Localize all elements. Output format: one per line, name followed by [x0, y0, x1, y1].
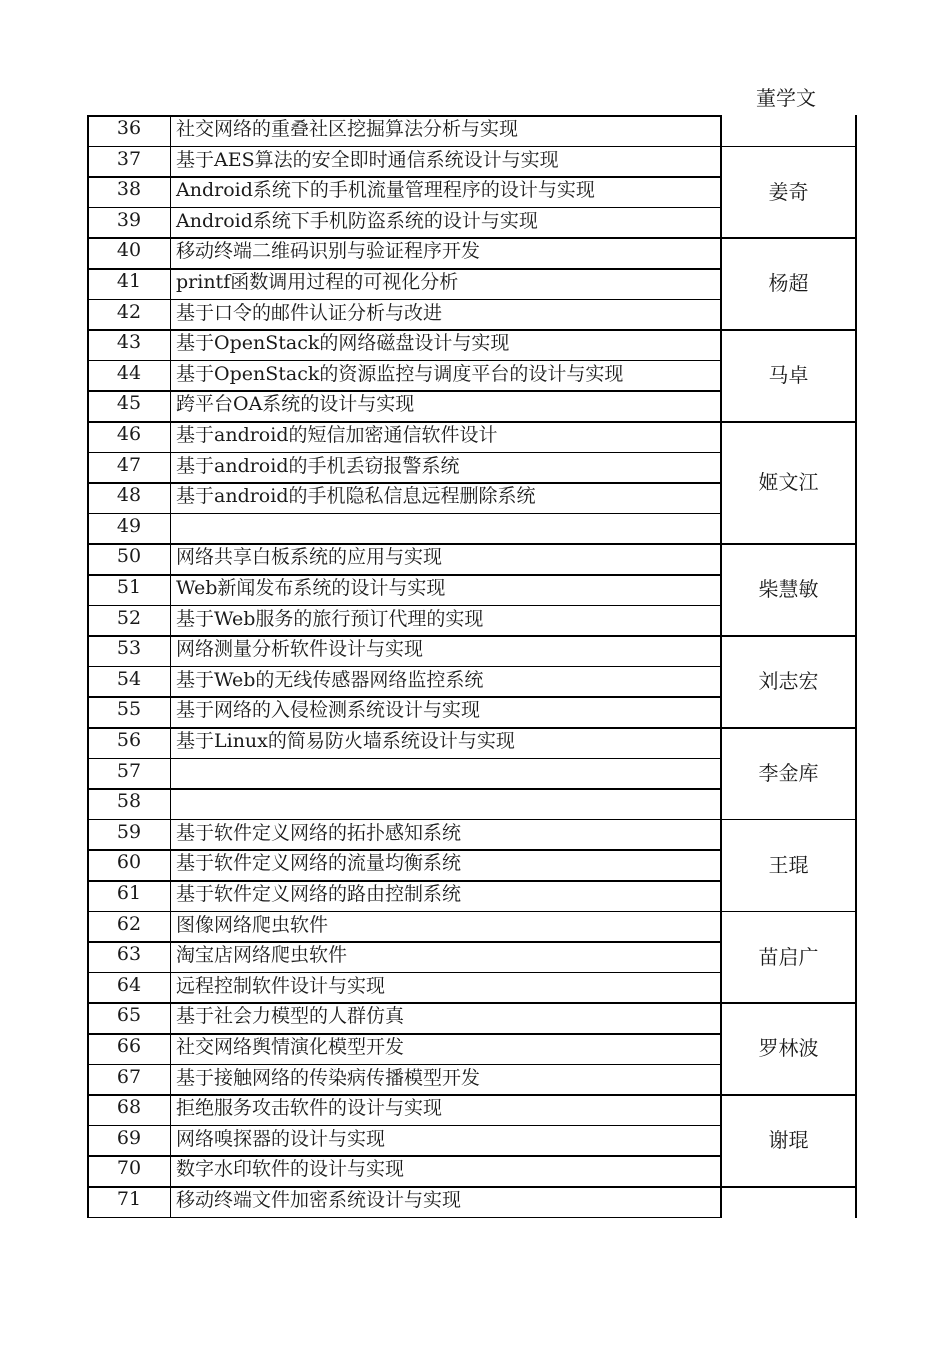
- group-rule: [721, 819, 856, 821]
- topic-number: 42: [116, 300, 142, 323]
- group-rule: [721, 146, 856, 148]
- topic-title: Android系统下的手机流量管理程序的设计与实现: [176, 179, 595, 202]
- row-rule: [87, 758, 721, 760]
- row-rule: [87, 390, 721, 392]
- row-rule: [87, 911, 721, 913]
- topic-number: 51: [116, 576, 142, 598]
- topic-title: 远程控制软件设计与实现: [176, 974, 386, 997]
- topic-number: 55: [116, 698, 142, 721]
- supervisor-name-top: 董学文: [756, 86, 816, 110]
- topic-number: 58: [116, 790, 142, 813]
- supervisor-name: 王琨: [768, 852, 809, 877]
- topic-number: 71: [116, 1188, 142, 1210]
- row-rule: [87, 1155, 721, 1157]
- topic-title: 基于Linux的简易防火墙系统设计与实现: [176, 730, 515, 752]
- column-rule: [170, 115, 171, 1218]
- row-rule: [87, 1033, 721, 1035]
- topic-title: 基于网络的入侵检测系统设计与实现: [176, 699, 481, 722]
- row-rule: [87, 696, 721, 698]
- topic-number: 65: [116, 1004, 142, 1027]
- topic-title: 数字水印软件的设计与实现: [176, 1158, 405, 1181]
- topic-number: 62: [116, 912, 142, 935]
- topic-title: 社交网络的重叠社区挖掘算法分析与实现: [176, 118, 519, 140]
- topic-title: 网络嗅探器的设计与实现: [176, 1127, 386, 1150]
- topic-number: 49: [116, 514, 142, 537]
- row-rule: [87, 513, 721, 515]
- group-rule: [721, 237, 856, 239]
- topic-title: 图像网络爬虫软件: [176, 913, 329, 936]
- row-rule: [87, 329, 721, 331]
- topic-title: 淘宝店网络爬虫软件: [176, 944, 348, 967]
- row-rule: [87, 819, 721, 821]
- group-rule: [721, 1186, 856, 1188]
- row-rule: [87, 1064, 721, 1066]
- group-rule: [721, 911, 856, 913]
- topic-number: 38: [116, 178, 142, 201]
- topic-title: 社交网络舆情演化模型开发: [176, 1036, 405, 1058]
- group-rule: [721, 421, 856, 423]
- topic-number: 48: [116, 484, 142, 507]
- row-rule: [87, 1002, 721, 1004]
- topic-number: 59: [116, 820, 142, 843]
- group-rule: [721, 329, 856, 331]
- supervisor-name: 柴慧敏: [758, 577, 819, 602]
- topic-number: 45: [116, 392, 142, 415]
- group-rule: [721, 727, 856, 729]
- topic-title: 基于软件定义网络的路由控制系统: [176, 883, 462, 905]
- topic-number: 50: [116, 545, 142, 568]
- topic-title: Android系统下手机防盗系统的设计与实现: [176, 209, 538, 232]
- topic-title: 基于社会力模型的人群仿真: [176, 1005, 405, 1028]
- row-rule: [87, 482, 721, 484]
- row-rule: [87, 237, 721, 239]
- topic-number: 64: [116, 973, 142, 996]
- row-rule: [87, 880, 721, 882]
- topic-title: 拒绝服务攻击软件的设计与实现: [176, 1097, 443, 1120]
- row-rule: [87, 727, 721, 729]
- row-rule: [87, 574, 721, 576]
- topic-number: 60: [116, 851, 142, 874]
- group-rule: [721, 1002, 856, 1004]
- row-rule: [87, 115, 721, 117]
- topic-number: 66: [116, 1035, 142, 1057]
- row-rule: [87, 666, 721, 668]
- row-rule: [87, 146, 721, 148]
- row-rule: [87, 635, 721, 637]
- row-rule: [87, 268, 721, 270]
- topic-number: 68: [116, 1096, 142, 1119]
- row-rule: [87, 299, 721, 301]
- topic-number: 44: [116, 361, 142, 384]
- topic-title: 基于接触网络的传染病传播模型开发: [176, 1066, 481, 1089]
- topic-number: 41: [116, 270, 142, 292]
- supervisor-name: 刘志宏: [758, 669, 819, 694]
- group-rule: [721, 635, 856, 637]
- topic-title: 基于OpenStack的资源监控与调度平台的设计与实现: [176, 362, 624, 385]
- supervisor-name: 姜奇: [768, 179, 809, 204]
- topic-number: 67: [116, 1065, 142, 1088]
- topic-number: 70: [116, 1157, 142, 1180]
- row-rule: [87, 941, 721, 943]
- row-rule: [87, 421, 721, 423]
- supervisor-name: 罗林波: [758, 1036, 819, 1061]
- topic-number: 57: [116, 759, 142, 782]
- supervisor-name: 苗启广: [758, 944, 819, 969]
- topic-number: 52: [116, 606, 142, 629]
- row-rule: [87, 176, 721, 178]
- supervisor-name: 李金库: [758, 760, 819, 785]
- topic-title: 基于android的手机丢窃报警系统: [176, 454, 460, 477]
- topic-number: 36: [116, 117, 142, 139]
- topic-title: 基于Web的无线传感器网络监控系统: [176, 668, 484, 691]
- topic-title: printf函数调用过程的可视化分析: [176, 271, 459, 293]
- topic-title: 基于OpenStack的网络磁盘设计与实现: [176, 332, 510, 355]
- row-rule: [87, 1125, 721, 1127]
- topic-title: 网络共享白板系统的应用与实现: [176, 546, 443, 569]
- topic-title: 基于android的手机隐私信息远程删除系统: [176, 485, 536, 508]
- row-rule: [87, 1094, 721, 1096]
- group-rule: [721, 543, 856, 545]
- row-rule: [87, 360, 721, 362]
- topic-number: 40: [116, 239, 142, 262]
- topic-number: 69: [116, 1126, 142, 1149]
- topic-number: 53: [116, 637, 142, 660]
- row-rule: [87, 1186, 721, 1188]
- topic-number: 37: [116, 147, 142, 170]
- supervisor-name: 马卓: [768, 363, 809, 388]
- topic-number: 46: [116, 423, 142, 445]
- group-rule: [721, 1094, 856, 1096]
- topic-title: 基于口令的邮件认证分析与改进: [176, 301, 443, 324]
- column-rule: [87, 115, 89, 1218]
- topic-title: 基于AES算法的安全即时通信系统设计与实现: [176, 148, 559, 171]
- topic-number: 54: [116, 667, 142, 690]
- topic-title: 移动终端二维码识别与验证程序开发: [176, 240, 481, 263]
- topic-title: 基于android的短信加密通信软件设计: [176, 424, 498, 446]
- row-rule: [87, 207, 721, 209]
- supervisor-name: 杨超: [768, 271, 809, 296]
- topic-number: 61: [116, 882, 142, 904]
- topic-title: 移动终端文件加密系统设计与实现: [176, 1189, 462, 1211]
- row-rule: [87, 605, 721, 607]
- topic-title: 基于Web服务的旅行预订代理的实现: [176, 607, 484, 630]
- row-rule: [87, 849, 721, 851]
- topic-title: 跨平台OA系统的设计与实现: [176, 393, 415, 416]
- supervisor-name: 谢琨: [768, 1128, 809, 1153]
- row-rule: [87, 788, 721, 790]
- topic-title: 基于软件定义网络的流量均衡系统: [176, 852, 462, 875]
- row-rule: [87, 452, 721, 454]
- topic-title: Web新闻发布系统的设计与实现: [176, 577, 446, 599]
- topic-number: 56: [116, 729, 142, 751]
- topic-number: 63: [116, 943, 142, 966]
- row-rule: [87, 1217, 721, 1219]
- topic-number: 43: [116, 331, 142, 354]
- row-rule: [87, 543, 721, 545]
- topic-number: 47: [116, 453, 142, 476]
- row-rule: [87, 972, 721, 974]
- supervisor-name: 姬文江: [758, 470, 819, 495]
- topic-number: 39: [116, 208, 142, 231]
- topic-title: 网络测量分析软件设计与实现: [176, 638, 424, 661]
- topic-title: 基于软件定义网络的拓扑感知系统: [176, 821, 462, 844]
